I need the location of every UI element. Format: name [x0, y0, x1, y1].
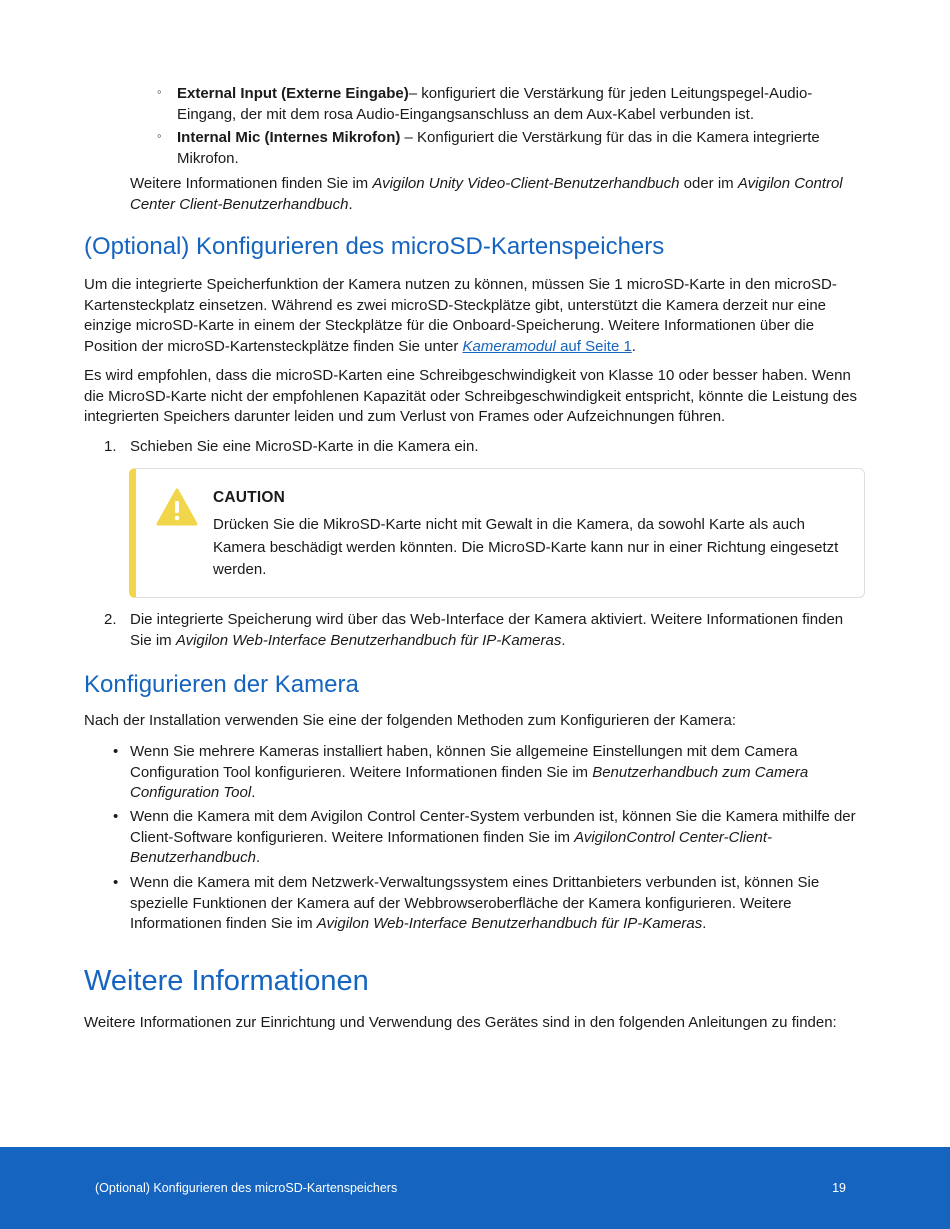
microsd-para1-post: . — [631, 337, 636, 355]
configure-intro: Nach der Installation verwenden Sie eine der folgenden Methoden zum Konfigurieren der Kamera: — [84, 712, 737, 729]
microsd-para1-text: Um die integrierte Speicherfunktion der Kamera nutzen zu können, müssen Sie 1 microSD-Karte in den microSD-Kartensteckplatz einsetzen. Während es zwei microSD-Steckplätze gibt, unterstützt die Kamera derzeit nur eine einzige microSD-Karte in einem der Steckplätze für die Onboard-Speicherung. Weitere Informationen über die Position der microSD-Kartensteckplätze finden Sie unter — [84, 276, 837, 355]
step-2 — [104, 610, 864, 649]
bullet-3-post: . — [702, 915, 707, 932]
list-item-internal-mic — [157, 128, 857, 169]
dot-bullet-icon: • — [113, 874, 119, 891]
doc-ref-unity: Avigilon Unity Video-Client-Benutzerhandbuch — [372, 175, 680, 192]
step-1-text: Schieben Sie eine MicroSD-Karte in die Kamera ein. — [130, 438, 479, 455]
doc-ref-web-interface-2: Avigilon Web-Interface Benutzerhandbuch für IP-Kameras — [316, 915, 703, 932]
step-2-number: 2. — [104, 611, 117, 628]
bullet-3-text: Wenn die Kamera mit dem Netzwerk-Verwaltungssystem eines Drittanbieters verbunden ist, können Sie spezielle Funktionen der Kamera auf der Webbrowseroberfläche der Kamera konfigurieren. Weitere Informationen finden Sie im — [130, 874, 820, 932]
warning-triangle-icon — [156, 488, 198, 526]
more-info-post: . — [348, 195, 353, 213]
step-2-post: . — [561, 631, 566, 649]
microsd-paragraph-1 — [84, 275, 864, 357]
bullet-2-text: Wenn die Kamera mit dem Avigilon Control Center-System verbunden ist, können Sie die Kamera mithilfe der Client-Software konfigurieren. Weitere Informationen finden Sie im — [130, 808, 856, 846]
dot-bullet-icon: • — [113, 808, 119, 825]
circle-bullet-icon: ◦ — [157, 84, 162, 99]
link-kameramodul[interactable] — [463, 338, 632, 355]
more-info-paragraph — [130, 174, 870, 215]
step-1-number: 1. — [104, 438, 117, 455]
caution-text: Drücken Sie die MikroSD-Karte nicht mit Gewalt in die Kamera, da sowohl Karte als auch Kamera beschädigt werden könnten. Die MicroSD-Karte kann nur in einer Richtung eingesetzt werden. — [213, 516, 839, 578]
heading-microsd: (Optional) Konfigurieren des microSD-Kartenspeichers — [84, 233, 665, 260]
caution-title: CAUTION — [213, 489, 286, 506]
doc-ref-acc-client: AvigilonControl Center-Client-Benutzerhandbuch — [130, 828, 772, 866]
term-external-input: External Input (Externe Eingabe) — [177, 85, 409, 102]
more-info-intro: Weitere Informationen zur Einrichtung und Verwendung des Gerätes sind in den folgenden Anleitungen zu finden: — [84, 1014, 837, 1031]
footer-page-number: 19 — [832, 1181, 846, 1195]
link-kameramodul-italic: Kameramodul — [462, 337, 556, 355]
doc-ref-web-interface: Avigilon Web-Interface Benutzerhandbuch für IP-Kameras — [175, 631, 562, 649]
heading-configure: Konfigurieren der Kamera — [84, 671, 359, 698]
more-info-pre: Weitere Informationen finden Sie im — [130, 175, 373, 192]
footer-section-title: (Optional) Konfigurieren des microSD-Kartenspeichers — [95, 1181, 398, 1195]
step-2-text — [130, 610, 865, 651]
term-internal-mic: Internal Mic (Internes Mikrofon) — [177, 129, 401, 146]
list-item-third-party — [113, 873, 860, 935]
internal-mic-description: – Konfiguriert die Verstärkung für das in die Kamera integrierte Mikrofon. — [177, 129, 820, 167]
bullet-2-post: . — [255, 849, 261, 866]
dot-bullet-icon: • — [113, 743, 119, 760]
bullet-1-text: Wenn Sie mehrere Kameras installiert haben, können Sie allgemeine Einstellungen mit dem Camera Configuration Tool konfigurieren. Weitere Informationen finden Sie im — [130, 743, 798, 781]
microsd-paragraph-2: Es wird empfohlen, dass die microSD-Karten eine Schreibgeschwindigkeit von Klasse 10 oder besser haben. Wenn die MicroSD-Karte nicht der empfohlenen Kapazität oder Schreibgeschwindigkeit entspricht, könnte die Leistung des integrierten Speichers darunter leiden und zum Verlust von Frames oder Aufzeichnungen führen. — [84, 367, 857, 425]
step-1 — [104, 437, 479, 458]
external-input-description: – konfiguriert die Verstärkung für jeden Leitungspegel-Audio-Eingang, der mit dem rosa Audio-Eingangsanschluss an dem Aux-Kabel verbunden ist. — [177, 85, 813, 123]
doc-ref-config-tool: Benutzerhandbuch zum Camera Configuration Tool — [130, 763, 809, 801]
doc-ref-acc: Avigilon Control Center Client-Benutzerhandbuch — [130, 175, 843, 213]
caution-box — [129, 468, 865, 598]
list-item-camera-config-tool — [113, 742, 860, 804]
step-2-pre: Die integrierte Speicherung wird über das Web-Interface der Kamera aktiviert. Weitere Informationen finden Sie im — [130, 611, 844, 649]
list-item-external-input — [157, 84, 857, 125]
heading-more-info: Weitere Informationen — [84, 965, 369, 997]
more-info-mid: oder im — [679, 175, 738, 192]
page-footer — [0, 1147, 950, 1229]
bullet-1-post: . — [251, 784, 256, 801]
link-kameramodul-page: auf Seite 1 — [555, 337, 632, 355]
list-item-acc-client — [113, 807, 860, 869]
circle-bullet-icon: ◦ — [157, 128, 162, 143]
